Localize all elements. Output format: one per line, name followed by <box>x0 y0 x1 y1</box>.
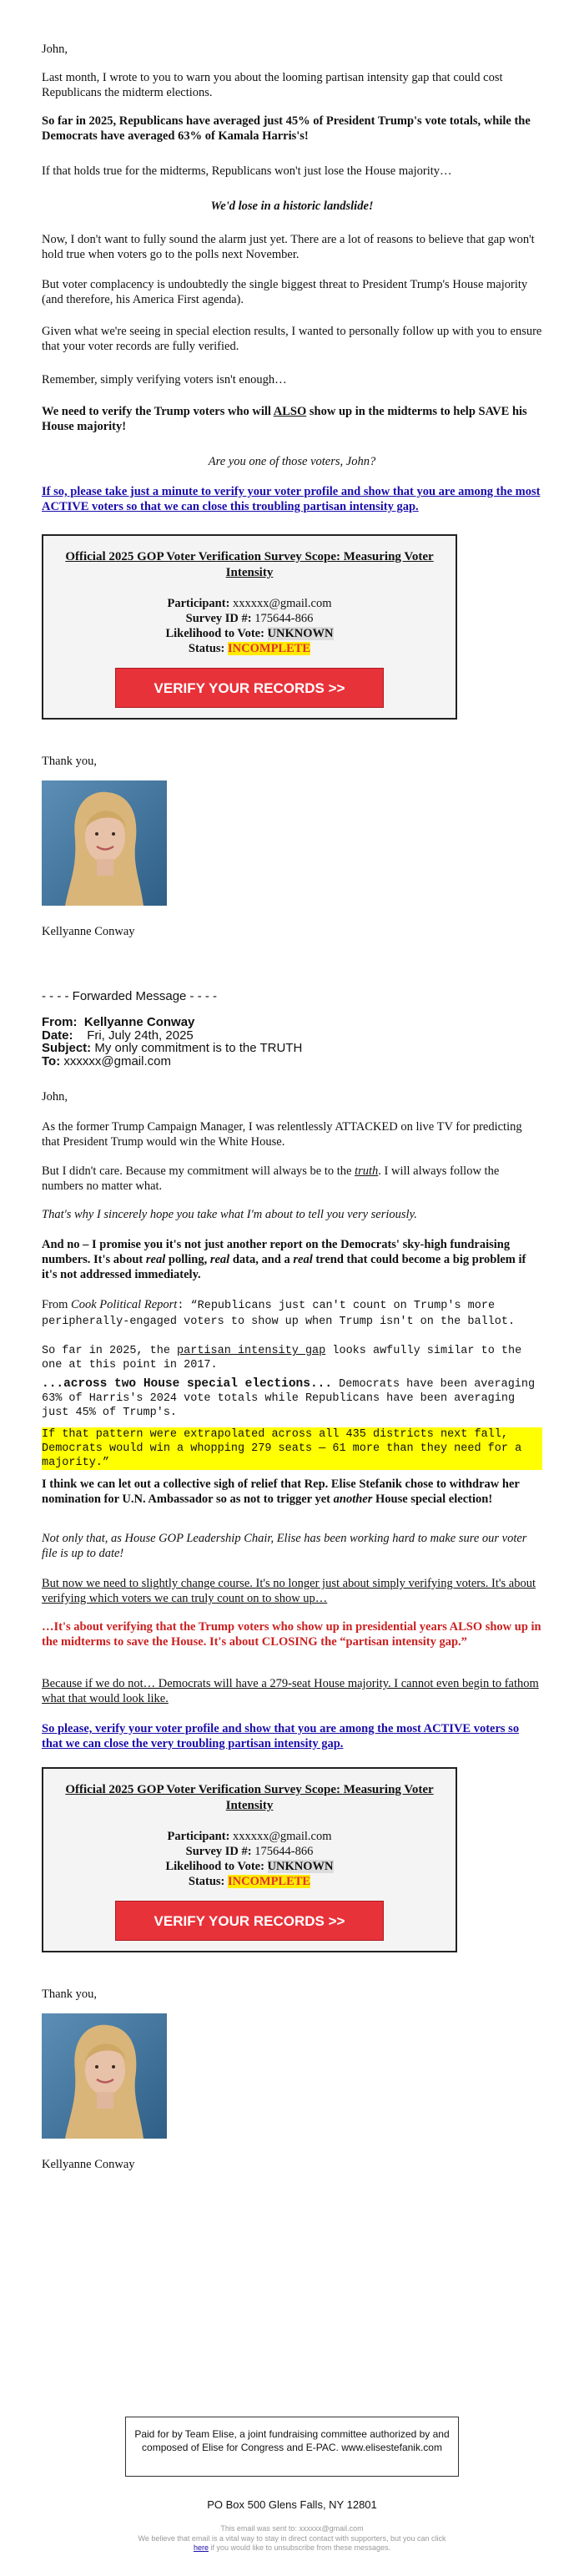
quote: So far in 2025, the partisan intensity gap looks awfully similar to the one at this point in 2017. <box>42 1345 522 1371</box>
participant-row: Participant: xxxxxx@gmail.com <box>167 1830 332 1843</box>
paragraph-bold: We need to verify the Trump voters who will ALSO show up in the midterms to help SAVE his House majority! <box>42 405 527 433</box>
card-title: Official 2025 GOP Voter Verification Survey Scope: Measuring Voter Intensity <box>65 550 434 579</box>
paragraph-red: …It's about verifying that the Trump voters who show up in presidential years ALSO show up in the midterms to save the House. It's about CLOSING the “partisan intensity gap.” <box>42 1620 541 1649</box>
paragraph: Now, I don't want to fully sound the alarm just yet. There are a lot of reasons to believe that gap won't hold true when voters go to the polls next November. <box>42 233 535 261</box>
status-row: Status: INCOMPLETE <box>188 1875 311 1888</box>
card-fields <box>43 1829 456 1889</box>
paragraph: Remember, simply verifying voters isn't enough… <box>42 373 287 386</box>
paragraph-bold: And no – I promise you it's not just another report on the Democrats' sky-high fundraising numbers. It's about real polling, real data, and a real trend that could become a big problem if it's not addressed immediately. <box>42 1238 526 1281</box>
paragraph-emphasis: We'd lose in a historic landslide! <box>210 200 374 213</box>
paragraph: But I didn't care. Because my commitment will always be to the truth. I will always follow the numbers no matter what. <box>42 1164 500 1193</box>
mailing-address: PO Box 500 Glens Falls, NY 12801 <box>207 2498 377 2511</box>
paragraph: Given what we're seeing in special election results, I wanted to personally follow up with you to ensure that your voter records are fully verified. <box>42 325 542 353</box>
thanks: Thank you, <box>42 1988 98 2001</box>
status-badge: INCOMPLETE <box>228 1875 311 1888</box>
participant-row: Participant: xxxxxx@gmail.com <box>167 597 332 610</box>
quote: From Cook Political Report: “Republicans just can't count on Trump's more peripherally-engaged voters to show up when Trump isn't on the ballot. <box>42 1298 516 1328</box>
sent-to-notice: This email was sent to: xxxxxx@gmail.com <box>220 2524 364 2533</box>
likelihood-row: Likelihood to Vote: UNKNOWN <box>165 1860 334 1873</box>
status-badge: INCOMPLETE <box>228 642 311 655</box>
verify-records-button[interactable]: VERIFY YOUR RECORDS >> <box>115 1901 384 1941</box>
paragraph: As the former Trump Campaign Manager, I was relentlessly ATTACKED on live TV for predicting that President Trump would win the White House. <box>42 1120 522 1149</box>
forward-meta <box>42 1016 302 1068</box>
survey-id-row: Survey ID #: 175644-866 <box>185 1845 314 1858</box>
kellyanne-photo <box>42 780 167 906</box>
thanks: Thank you, <box>42 755 98 768</box>
card-fields <box>43 596 456 656</box>
to-row: To: xxxxxx@gmail.com <box>42 1053 171 1068</box>
unsubscribe-link[interactable]: here <box>193 2543 209 2552</box>
quote: ...across two House special elections... Democrats have been averaging 63% of Harris's 2024 vote totals while Republicans have been averaging just 45% of Trump's. <box>42 1377 536 1419</box>
paragraph: But voter complacency is undoubtedly the single biggest threat to President Trump's House majority (and therefore, his America First agenda). <box>42 278 528 306</box>
from-row: From: Kellyanne Conway <box>42 1015 195 1029</box>
signature: Kellyanne Conway <box>42 2158 135 2171</box>
paragraph: Last month, I wrote to you to warn you about the looming partisan intensity gap that could cost Republicans the midterm elections. <box>42 71 503 99</box>
greeting: John, <box>42 43 68 56</box>
paragraph-bold: I think we can let out a collective sigh of relief that Rep. Elise Stefanik chose to withdraw her nomination for U.N. Ambassador so as not to trigger yet another House special election! <box>42 1477 520 1506</box>
forward-marker: - - - - Forwarded Message - - - - <box>42 989 218 1003</box>
paragraph-underline: But now we need to slightly change course. It's no longer just about simply verifying voters. It's about verifying which voters we can truly count on to show up… <box>42 1577 536 1605</box>
greeting: John, <box>42 1090 68 1104</box>
subject-row: Subject: My only commitment is to the TRUTH <box>42 1041 303 1055</box>
survey-card <box>42 534 457 720</box>
verify-records-button[interactable]: VERIFY YOUR RECORDS >> <box>115 668 384 708</box>
unsubscribe-notice: We believe that email is a vital way to stay in direct contact with supporters, but you can click here if you would like to unsubscribe from these messages. <box>138 2534 446 2552</box>
survey-id-row: Survey ID #: 175644-866 <box>185 612 314 625</box>
paid-for-disclaimer: Paid for by Team Elise, a joint fundraising committee authorized by and composed of Elise for Congress and E-PAC. www.elisestefanik.com <box>125 2417 459 2477</box>
paragraph-question: Are you one of those voters, John? <box>208 455 376 468</box>
paragraph-italic: Not only that, as House GOP Leadership Chair, Elise has been working hard to make sure our voter file is up to date! <box>42 1532 527 1560</box>
card-title: Official 2025 GOP Voter Verification Survey Scope: Measuring Voter Intensity <box>65 1783 434 1812</box>
status-row: Status: INCOMPLETE <box>188 642 311 655</box>
survey-card <box>42 1767 457 1952</box>
date-row: Date: Fri, July 24th, 2025 <box>42 1028 194 1043</box>
paragraph-bold: So far in 2025, Republicans have averaged just 45% of President Trump's vote totals, while the Democrats have averaged 63% of Kamala Harris's! <box>42 114 531 143</box>
paragraph-underline: Because if we do not… Democrats will have a 279-seat House majority. I cannot even begin to fathom what that would look like. <box>42 1677 539 1705</box>
paragraph-italic: That's why I sincerely hope you take what I'm about to tell you very seriously. <box>42 1208 417 1221</box>
verify-link[interactable]: If so, please take just a minute to verify your voter profile and show that you are among the most ACTIVE voters so that we can close this troubling partisan intensity gap. <box>42 485 541 513</box>
verify-link[interactable]: So please, verify your voter profile and show that you are among the most ACTIVE voters so that we can close the very troubling partisan intensity gap. <box>42 1722 520 1750</box>
likelihood-row: Likelihood to Vote: UNKNOWN <box>165 627 334 640</box>
quote-highlight: If that pattern were extrapolated across all 435 districts next fall, Democrats would win a whopping 279 seats — 61 more than they need for a majority.” <box>42 1427 542 1470</box>
kellyanne-photo <box>42 2013 167 2139</box>
signature: Kellyanne Conway <box>42 925 135 938</box>
paragraph: If that holds true for the midterms, Republicans won't just lose the House majority… <box>42 164 452 178</box>
